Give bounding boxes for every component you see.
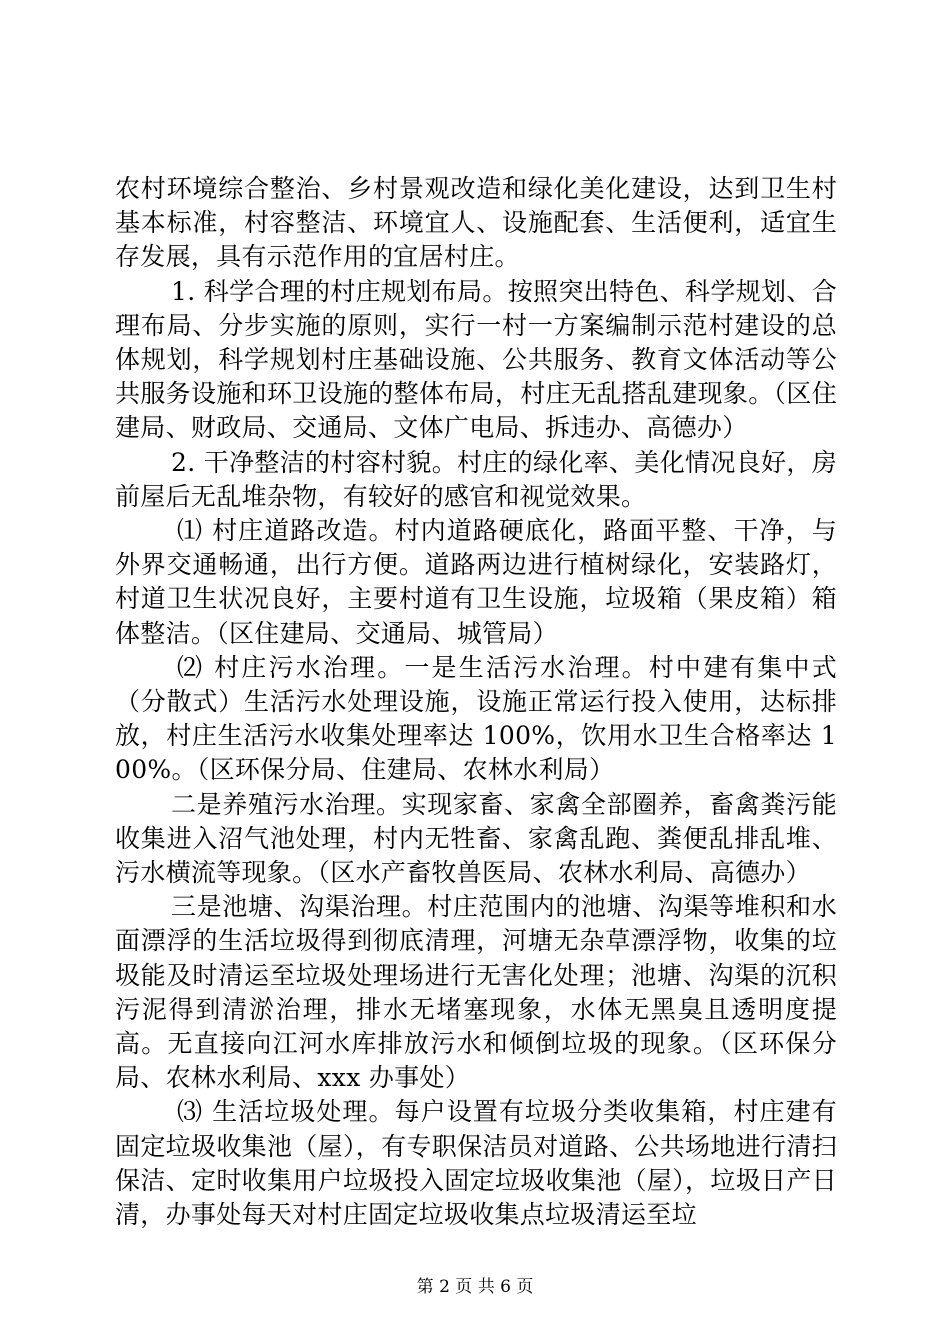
paragraph-garbage-disposal: ⑶ 生活垃圾处理。每户设置有垃圾分类收集箱，村庄建有固定垃圾收集池（屋），有专职保洁员对道路、公共场地进行清扫保洁、定时收集用户垃圾投入固定垃圾收集池（屋），垃圾日产日清，办事处每天对村庄固定垃圾收集点垃圾清运至垃 [115, 1097, 837, 1230]
paragraph-road-improvement: ⑴ 村庄道路改造。村内道路硬底化，路面平整、干净，与外界交通畅通，出行方便。道路两边进行植树绿化，安装路灯，村道卫生状况良好，主要村道有卫生设施，垃圾箱（果皮箱）箱体整洁。（区住建局、交通局、城管局） [115, 516, 837, 648]
paragraph-livestock-sewage: 二是养殖污水治理。实现家畜、家禽全部圈养，畜禽粪污能收集进入沼气池处理，村内无牲畜、家禽乱跑、粪便乱排乱堆、污水横流等现象。（区水产畜牧兽医局、农林水利局、高德办） [115, 789, 837, 888]
paragraph-pond-ditch: 三是池塘、沟渠治理。村庄范围内的池塘、沟渠等堆积和水面漂浮的生活垃圾得到彻底清理，河塘无杂草漂浮物，收集的垃圾能及时清运至垃圾处理场进行无害化处理；池塘、沟渠的沉积污泥得到清淤治理，排水无堵塞现象，水体无黑臭且透明度提高。无直接向江河水库排放污水和倾倒垃圾的现象。（区环保分局、农林水利局、xxx 办事处） [115, 892, 837, 1093]
paragraph-village-planning: 1. 科学合理的村庄规划布局。按照突出特色、科学规划、合理布局、分步实施的原则，实行一村一方案编制示范村建设的总体规划，科学规划村庄基础设施、公共服务、教育文体活动等公共服务设施和环卫设施的整体布局，村庄无乱搭乱建现象。（区住建局、财政局、交通局、文体广电局、拆违办、高德办） [115, 276, 837, 443]
paragraph-village-appearance: 2. 干净整洁的村容村貌。村庄的绿化率、美化情况良好，房前屋后无乱堆杂物，有较好的感官和视觉效果。 [115, 447, 837, 511]
page-number-footer: 第 2 页 共 6 页 [416, 1277, 534, 1297]
document-body [115, 172, 837, 1232]
paragraph-intro-continuation: 农村环境综合整治、乡村景观改造和绿化美化建设，达到卫生村基本标准，村容整洁、环境宜人、设施配套、生活便利，适宜生存发展，具有示范作用的宜居村庄。 [115, 174, 837, 272]
paragraph-sewage-treatment: ⑵ 村庄污水治理。一是生活污水治理。村中建有集中式（分散式）生活污水处理设施，设施正常运行投入使用，达标排放，村庄生活污水收集处理率达 100%，饮用水卫生合格率达 100%。（区环保分局、住建局、农林水利局） [115, 652, 837, 785]
